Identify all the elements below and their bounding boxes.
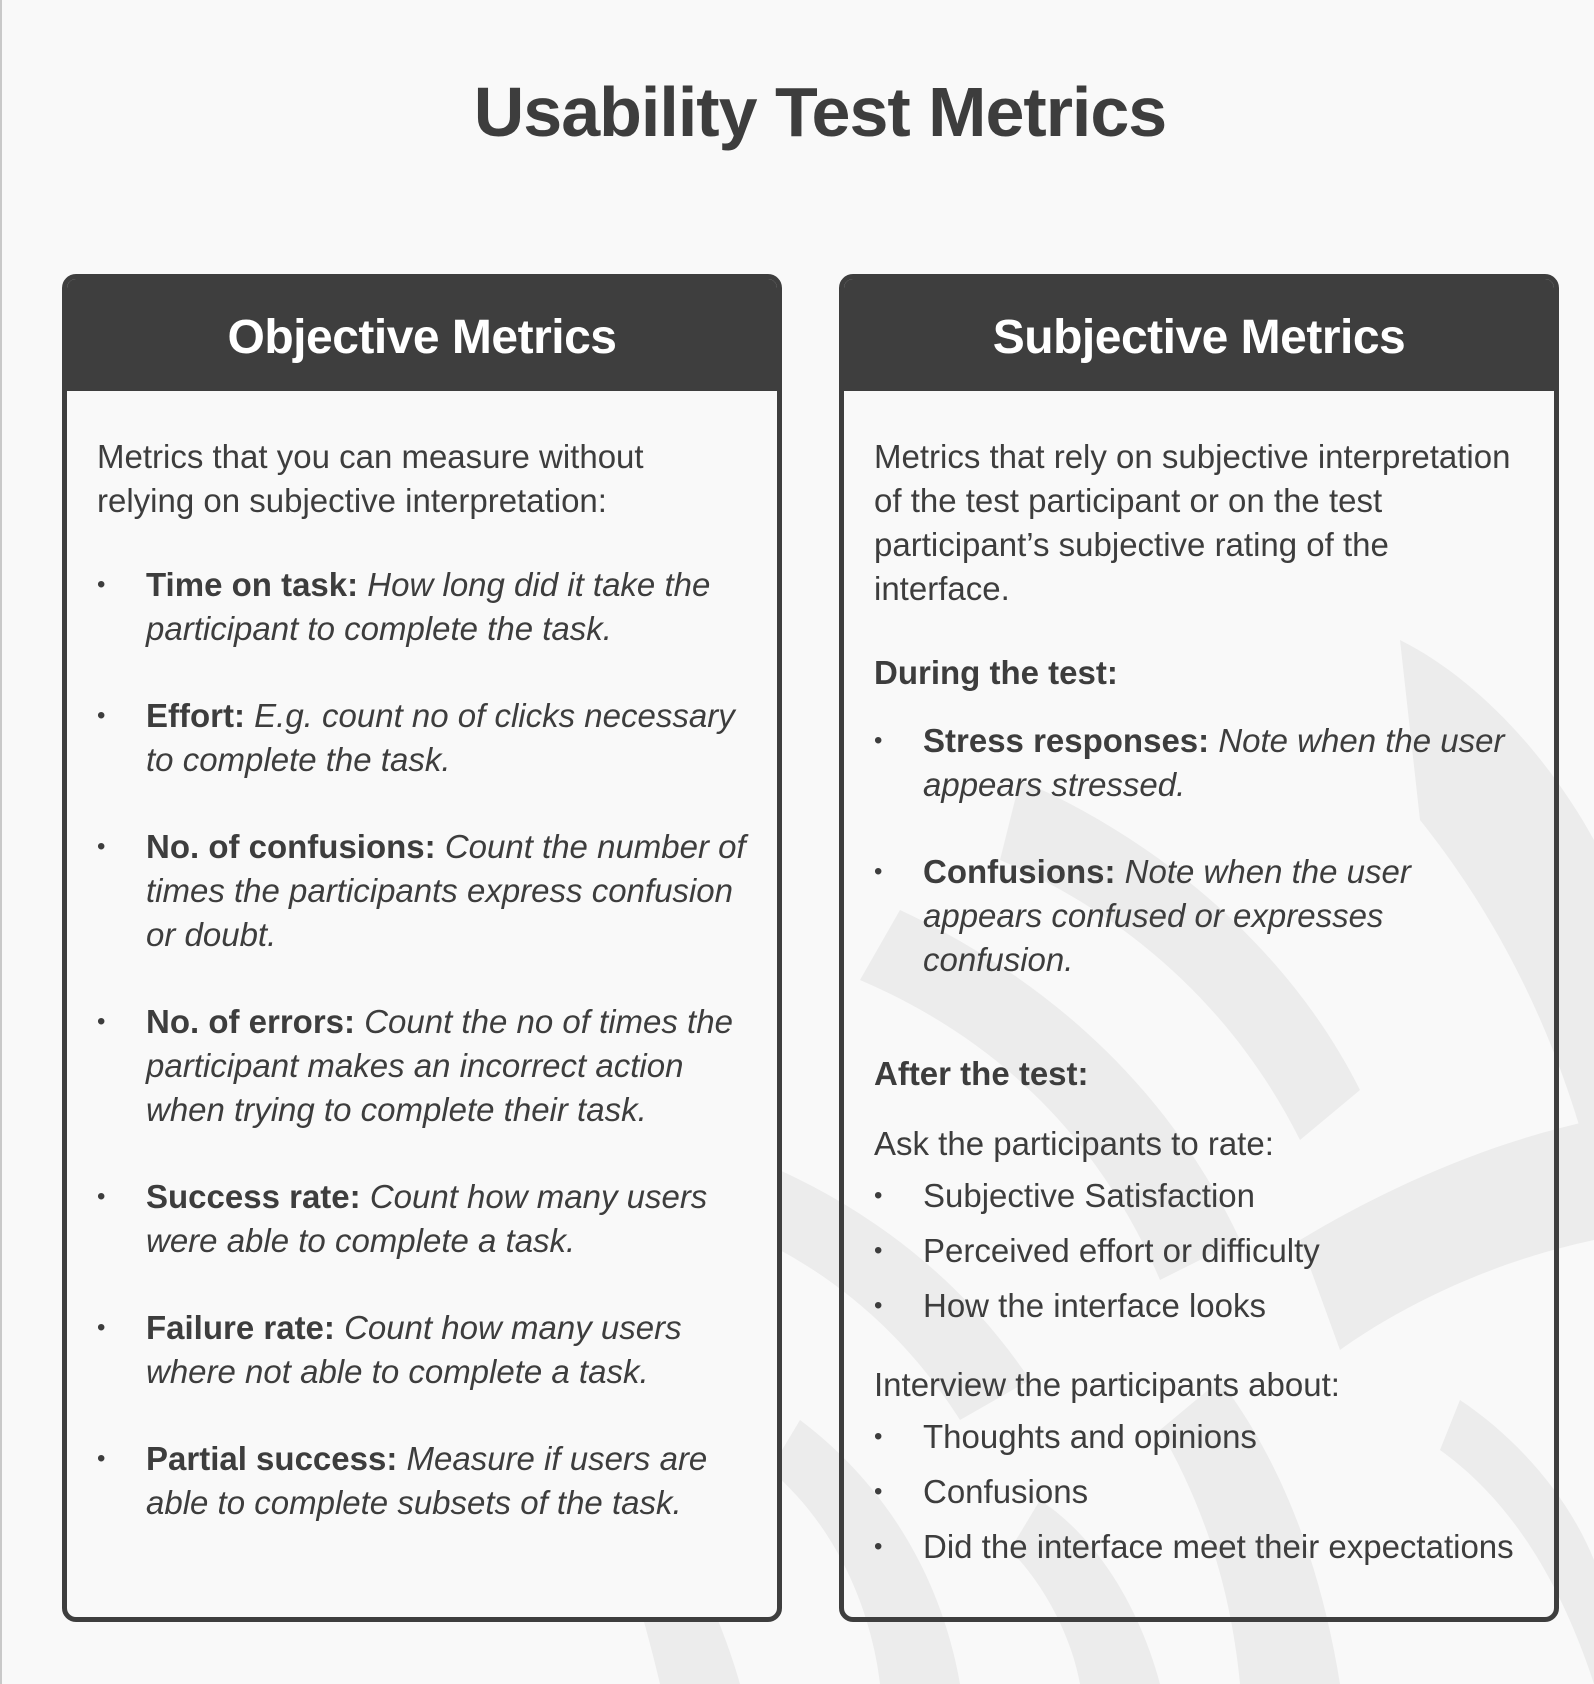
metric-term: Time on task: xyxy=(146,566,359,603)
page-edge xyxy=(0,0,2,1684)
metric-term: Failure rate: xyxy=(146,1309,335,1346)
subjective-metrics-heading: Subjective Metrics xyxy=(844,279,1554,391)
subjective-metrics-body xyxy=(844,391,1554,1574)
rate-item: Perceived effort or difficulty xyxy=(923,1232,1320,1269)
bullet-icon: • xyxy=(874,727,883,754)
metric-term: Stress responses: xyxy=(923,722,1210,759)
bullet-icon: • xyxy=(97,1183,106,1210)
objective-metrics-body xyxy=(67,391,777,1525)
bullet-icon: • xyxy=(874,1237,883,1264)
metric-description: E.g. count no of clicks necessary to complete the task. xyxy=(146,697,735,778)
during-test-list xyxy=(874,719,1524,982)
bullet-icon: • xyxy=(874,1182,883,1209)
interview-list xyxy=(874,1409,1524,1574)
bullet-icon: • xyxy=(97,1445,106,1472)
bullet-icon: • xyxy=(874,1533,883,1560)
bullet-icon: • xyxy=(97,702,106,729)
subjective-intro: Metrics that rely on subjective interpretation of the test participant or on the test participant’s subjective rating of the interface. xyxy=(874,438,1511,607)
interview-item: Confusions xyxy=(923,1473,1089,1510)
metric-term: Partial success: xyxy=(146,1440,398,1477)
bullet-icon: • xyxy=(97,571,106,598)
interview-intro: Interview the participants about: xyxy=(874,1366,1340,1403)
bullet-icon: • xyxy=(874,1478,883,1505)
list-item xyxy=(874,850,1524,982)
bullet-icon: • xyxy=(874,1423,883,1450)
metric-description: Note when the user appears confused or expresses confusion. xyxy=(923,853,1411,978)
metric-description: Count the no of times the participant makes an incorrect action when trying to complete their task. xyxy=(146,1003,733,1128)
list-item xyxy=(97,563,747,651)
objective-metrics-card xyxy=(62,274,782,1622)
list-item xyxy=(97,694,747,782)
interview-item: Did the interface meet their expectations xyxy=(923,1528,1514,1565)
list-item xyxy=(874,719,1524,807)
metric-term: Success rate: xyxy=(146,1178,361,1215)
objective-intro: Metrics that you can measure without relying on subjective interpretation: xyxy=(97,438,644,519)
objective-metrics-heading: Objective Metrics xyxy=(67,279,777,391)
bullet-icon: • xyxy=(97,833,106,860)
bullet-icon: • xyxy=(97,1314,106,1341)
metric-description: Note when the user appears stressed. xyxy=(923,722,1505,803)
page-title: Usability Test Metrics xyxy=(473,73,1167,151)
list-item xyxy=(874,1168,1524,1223)
subjective-metrics-card xyxy=(839,274,1559,1622)
metric-description: Count how many users were able to complete a task. xyxy=(146,1178,708,1259)
metric-term: Confusions: xyxy=(923,853,1116,890)
rate-list xyxy=(874,1168,1524,1333)
list-item xyxy=(97,825,747,957)
rate-item: Subjective Satisfaction xyxy=(923,1177,1256,1214)
rate-intro: Ask the participants to rate: xyxy=(874,1125,1274,1162)
interview-item: Thoughts and opinions xyxy=(923,1418,1257,1455)
metric-term: No. of confusions: xyxy=(146,828,436,865)
list-item xyxy=(874,1409,1524,1464)
metric-description: Measure if users are able to complete subsets of the task. xyxy=(146,1440,708,1521)
metric-term: No. of errors: xyxy=(146,1003,356,1040)
list-item xyxy=(97,1437,747,1525)
metric-description: Count how many users where not able to complete a task. xyxy=(146,1309,682,1390)
list-item xyxy=(874,1464,1524,1519)
list-item xyxy=(97,1175,747,1263)
rate-item: How the interface looks xyxy=(923,1287,1267,1324)
metric-description: Count the number of times the participants express confusion or doubt. xyxy=(146,828,746,953)
metric-term: Effort: xyxy=(146,697,245,734)
list-item xyxy=(874,1223,1524,1278)
list-item xyxy=(97,1306,747,1394)
bullet-icon: • xyxy=(97,1008,106,1035)
after-test-label: After the test: xyxy=(874,1055,1089,1092)
metric-description: How long did it take the participant to complete the task. xyxy=(146,566,711,647)
bullet-icon: • xyxy=(874,858,883,885)
during-test-label: During the test: xyxy=(874,654,1118,691)
list-item xyxy=(874,1278,1524,1333)
objective-metric-list xyxy=(97,563,747,1525)
list-item xyxy=(97,1000,747,1132)
bullet-icon: • xyxy=(874,1292,883,1319)
list-item xyxy=(874,1519,1524,1574)
